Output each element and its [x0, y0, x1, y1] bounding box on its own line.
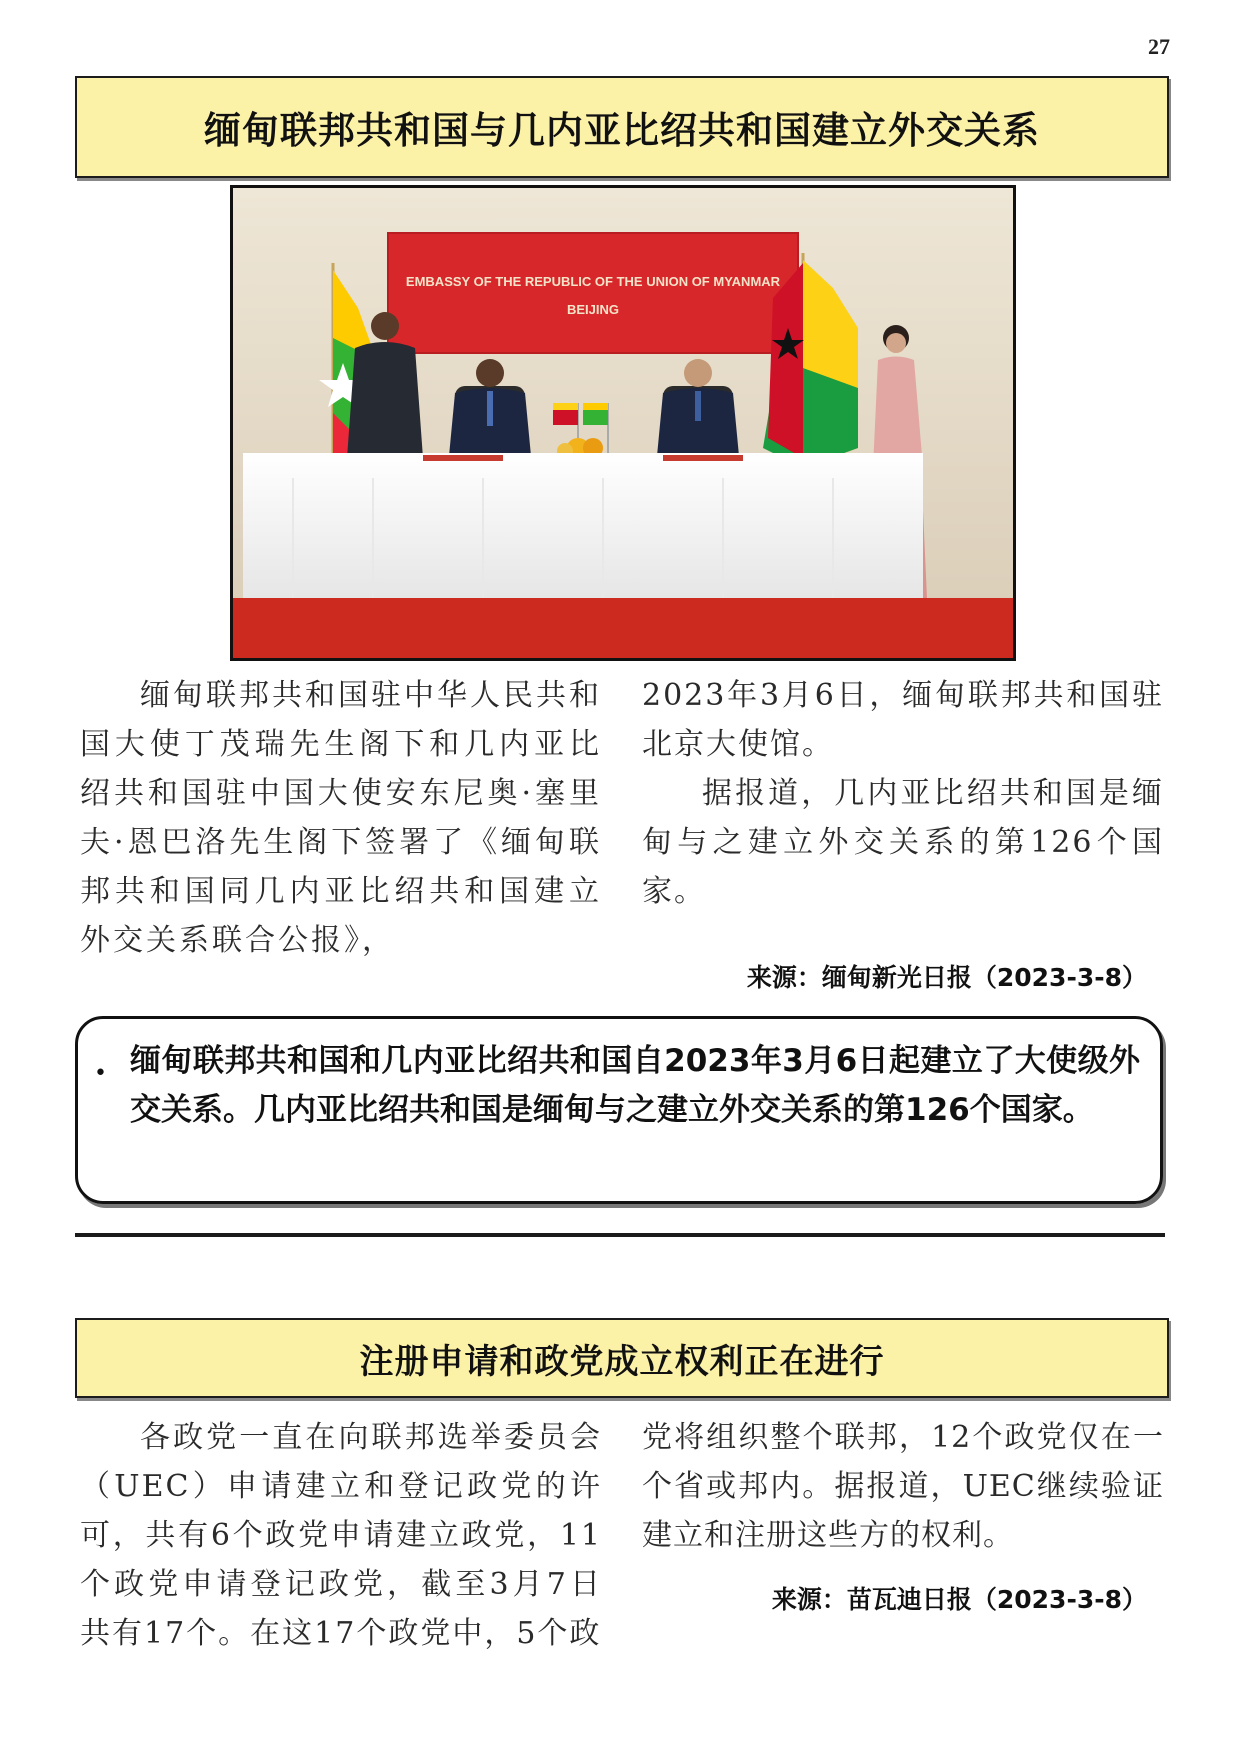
backdrop-line-1: EMBASSY OF THE REPUBLIC OF THE UNION OF MYANMAR: [405, 274, 781, 289]
article-text-right-column: [642, 1413, 1164, 1560]
article-title: 注册申请和政党成立权利正在进行: [75, 1318, 1169, 1398]
article-title: 缅甸联邦共和国与几内亚比绍共和国建立外交关系: [75, 76, 1169, 178]
summary-text: 缅甸联邦共和国和几内亚比绍共和国自2023年3月6日起建立了大使级外交关系。几内亚比绍共和国是缅甸与之建立外交关系的第126个国家。: [130, 1043, 1140, 1128]
article-paragraph: 缅甸联邦共和国驻中华人民共和国大使丁茂瑞先生阁下和几内亚比绍共和国驻中国大使安东尼奥·塞里夫·恩巴洛先生阁下签署了《缅甸联邦共和国同几内亚比绍共和国建立外交关系联合公报》，: [80, 678, 602, 958]
article-source: 来源：缅甸新光日报（2023-3-8）: [746, 963, 1147, 992]
article-paragraph: 各政党一直在向联邦选举委员会（UEC）申请建立和登记政党的许可，共有6个政党申请建立政党，11个政党申请登记政党，截至3月7日共有17个。在这17个政党中，5个政: [80, 1420, 602, 1651]
article-text-right-column: [642, 671, 1164, 916]
embassy-backdrop: [388, 233, 798, 353]
bullet-icon: •: [94, 1061, 107, 1086]
section-divider: [75, 1233, 1165, 1237]
article-source: 来源：苗瓦迪日报（2023-3-8）: [771, 1585, 1147, 1614]
signing-ceremony-photo: [230, 185, 1016, 661]
summary-box: [75, 1016, 1163, 1204]
article-paragraph: 据报道，几内亚比绍共和国是缅甸与之建立外交关系的第126个国家。: [642, 776, 1164, 909]
signing-table: [243, 453, 923, 598]
article-paragraph: 2023年3月6日，缅甸联邦共和国驻北京大使馆。: [642, 678, 1164, 762]
article-paragraph: 党将组织整个联邦，12个政党仅在一个省或邦内。据报道，UEC继续验证建立和注册这些方的权利。: [642, 1420, 1164, 1553]
article-text-left-column: [80, 671, 602, 965]
backdrop-line-2: BEIJING: [566, 302, 620, 317]
page-number: 27: [1148, 34, 1170, 59]
article-text-left-column: [80, 1413, 602, 1658]
